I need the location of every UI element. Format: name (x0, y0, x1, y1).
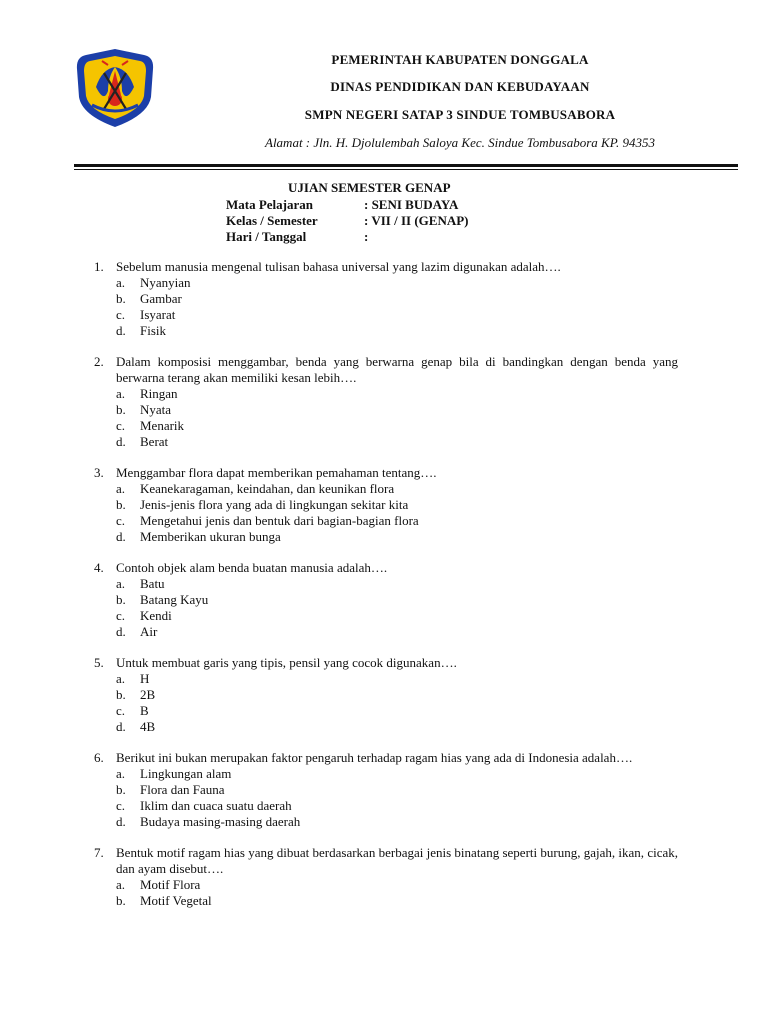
option-text: 2B (140, 687, 156, 702)
question-item (94, 465, 678, 545)
option-text: H (140, 671, 150, 686)
answer-option (116, 402, 678, 418)
question-number: 6. (94, 750, 104, 765)
option-list (116, 671, 678, 735)
option-letter: b. (116, 291, 126, 306)
option-text: Lingkungan alam (140, 766, 232, 781)
option-text: Keanekaragaman, keindahan, dan keunikan flora (140, 481, 395, 496)
answer-option (116, 386, 678, 402)
option-letter: d. (116, 529, 126, 544)
answer-option (116, 529, 678, 545)
question-text: Contoh objek alam benda buatan manusia adalah…. (116, 560, 388, 575)
answer-option (116, 307, 678, 323)
option-letter: a. (116, 766, 126, 781)
option-letter: a. (116, 386, 126, 401)
answer-option (116, 418, 678, 434)
question-number: 3. (94, 465, 104, 480)
question-item (94, 750, 678, 830)
option-text: Batang Kayu (140, 592, 209, 607)
option-letter: c. (116, 608, 126, 623)
question-number: 4. (94, 560, 104, 575)
answer-option (116, 687, 678, 703)
option-text: B (140, 703, 149, 718)
option-text: Motif Vegetal (140, 893, 212, 908)
answer-option (116, 798, 678, 814)
question-text: Dalam komposisi menggambar, benda yang berwarna genap bila di bandingkan dengan benda yang berwarna terang akan memiliki kesan lebih…. (116, 354, 678, 385)
option-text: Memberikan ukuran bunga (140, 529, 281, 544)
option-text: Budaya masing-masing daerah (140, 814, 301, 829)
option-text: Ringan (140, 386, 178, 401)
exam-info-label: Kelas / Semester (226, 213, 318, 228)
option-letter: c. (116, 418, 126, 433)
letterhead-school: SMPN NEGERI SATAP 3 SINDUE TOMBUSABORA (304, 107, 616, 122)
question-number: 7. (94, 845, 104, 860)
question-item (94, 655, 678, 735)
question-text: Untuk membuat garis yang tipis, pensil yang cocok digunakan…. (116, 655, 457, 670)
option-letter: b. (116, 687, 126, 702)
option-text: Nyanyian (140, 275, 191, 290)
letterhead-government: PEMERINTAH KABUPATEN DONGGALA (331, 52, 589, 67)
option-text: Nyata (140, 402, 172, 417)
option-text: Berat (140, 434, 169, 449)
question-item (94, 560, 678, 640)
option-text: Iklim dan cuaca suatu daerah (140, 798, 292, 813)
exam-info-label: Hari / Tanggal (226, 229, 307, 244)
question-text: Bentuk motif ragam hias yang dibuat berdasarkan berbagai jenis binatang seperti burung, gajah, ikan, cicak, dan ayam disebut…. (116, 845, 678, 876)
option-letter: d. (116, 814, 126, 829)
question-text: Menggambar flora dapat memberikan pemahaman tentang…. (116, 465, 437, 480)
option-text: Batu (140, 576, 165, 591)
option-text: Isyarat (140, 307, 176, 322)
option-list (116, 386, 678, 450)
letterhead-divider (74, 164, 738, 170)
exam-info-row (226, 213, 469, 229)
exam-info-row (226, 229, 469, 245)
answer-option (116, 513, 678, 529)
answer-option (116, 608, 678, 624)
option-text: Kendi (140, 608, 172, 623)
question-number: 1. (94, 259, 104, 274)
option-letter: d. (116, 323, 126, 338)
option-letter: a. (116, 877, 126, 892)
question-text: Berikut ini bukan merupakan faktor pengaruh terhadap ragam hias yang ada di Indonesia adalah…. (116, 750, 633, 765)
option-letter: a. (116, 275, 126, 290)
exam-info-label: Mata Pelajaran (226, 197, 314, 212)
option-list (116, 481, 678, 545)
question-number: 5. (94, 655, 104, 670)
option-list (116, 275, 678, 339)
exam-info-value: : (364, 229, 369, 244)
option-letter: b. (116, 893, 126, 908)
answer-option (116, 291, 678, 307)
answer-option (116, 323, 678, 339)
answer-option (116, 703, 678, 719)
answer-option (116, 481, 678, 497)
option-text: Air (140, 624, 158, 639)
option-letter: d. (116, 719, 126, 734)
option-letter: d. (116, 624, 126, 639)
answer-option (116, 671, 678, 687)
letterhead-address: Alamat : Jln. H. Djolulembah Saloya Kec. Sindue Tombusabora KP. 94353 (265, 135, 655, 150)
answer-option (116, 719, 678, 735)
question-text: Sebelum manusia mengenal tulisan bahasa universal yang lazim digunakan adalah…. (116, 259, 561, 274)
exam-info-value: : VII / II (GENAP) (364, 213, 469, 228)
answer-option (116, 275, 678, 291)
option-letter: c. (116, 798, 126, 813)
option-letter: c. (116, 307, 126, 322)
exam-title: UJIAN SEMESTER GENAP (288, 180, 451, 195)
option-letter: d. (116, 434, 126, 449)
option-text: Mengetahui jenis dan bentuk dari bagian-bagian flora (140, 513, 419, 528)
answer-option (116, 893, 678, 909)
question-item (94, 845, 678, 909)
answer-option (116, 434, 678, 450)
answer-option (116, 814, 678, 830)
answer-option (116, 766, 678, 782)
option-letter: c. (116, 513, 126, 528)
exam-info-value: : SENI BUDAYA (364, 197, 459, 212)
answer-option (116, 624, 678, 640)
option-letter: a. (116, 481, 126, 496)
option-letter: b. (116, 497, 126, 512)
option-text: Fisik (140, 323, 167, 338)
exam-info-row (226, 197, 469, 213)
question-item (94, 354, 678, 450)
answer-option (116, 497, 678, 513)
option-list (116, 576, 678, 640)
answer-option (116, 592, 678, 608)
answer-option (116, 877, 678, 893)
question-item (94, 259, 678, 339)
option-text: Flora dan Fauna (140, 782, 225, 797)
option-letter: c. (116, 703, 126, 718)
option-letter: b. (116, 402, 126, 417)
option-text: Menarik (140, 418, 185, 433)
option-list (116, 877, 678, 909)
letterhead-department: DINAS PENDIDIKAN DAN KEBUDAYAAN (330, 79, 590, 94)
regency-emblem-logo (74, 47, 156, 129)
option-text: Motif Flora (140, 877, 201, 892)
answer-option (116, 576, 678, 592)
option-text: Jenis-jenis flora yang ada di lingkungan sekitar kita (140, 497, 409, 512)
option-letter: b. (116, 782, 126, 797)
question-number: 2. (94, 354, 104, 369)
exam-info-block (226, 197, 469, 245)
option-text: 4B (140, 719, 156, 734)
option-letter: a. (116, 671, 126, 686)
answer-option (116, 782, 678, 798)
question-list (94, 259, 678, 924)
option-list (116, 766, 678, 830)
option-letter: b. (116, 592, 126, 607)
option-text: Gambar (140, 291, 182, 306)
option-letter: a. (116, 576, 126, 591)
